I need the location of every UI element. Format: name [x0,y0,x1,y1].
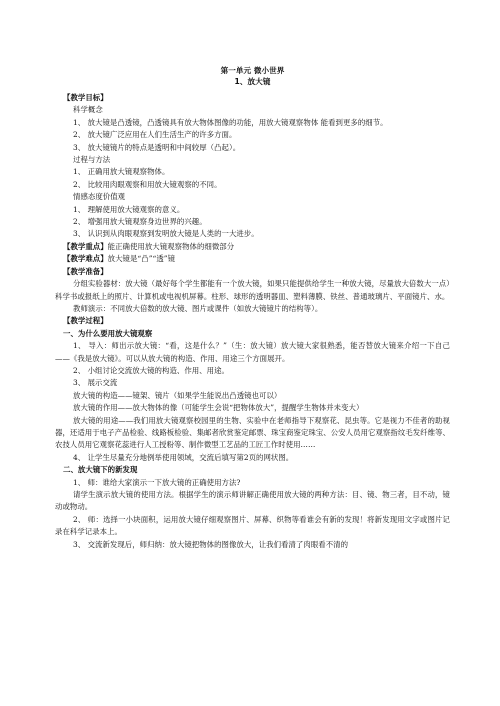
key-point-label: 【教学重点】 [63,241,108,251]
section-1-item: 3、 展示交流 [73,378,118,388]
unit-title: 第一单元 微小世界 [220,66,285,75]
key-point-line [63,241,450,253]
attitude-item: 2、 增强用放大镜观察身边世界的兴趣。 [73,217,207,227]
section-2-item: 3、 交流新发现后，师归纳：放大镜把物体的图像放大，让我们看清了肉眼看不清的 [73,539,349,549]
section-1-item: 4、 让学生尽量充分地例举使用领域，交流后填写第2页的网状图。 [73,452,294,462]
process-item: 2、 比较用肉眼观察和用放大镜观察的不同。 [73,179,222,189]
concept-item: 2、 放大镜广泛应用在人们生活生产的许多方面。 [73,130,237,140]
lens-structure: 放大镜的构造——镜架、镜片（如果学生能说出凸透镜也可以） [73,390,282,400]
lesson-title: 1、放大镜 [234,76,271,86]
preparation-heading: 【教学准备】 [63,266,108,276]
section-1-heading: 一、为什么要用放大镜观察 [63,328,153,338]
concept-item: 3、 放大镜镜片的特点是透明和中间较厚（凸起）。 [73,142,241,152]
section-2-heading: 二、放大镜下的新发现 [63,465,138,475]
group-materials: 分组实验器材：放大镜（最好每个学生都能有一个放大镜，如果只能提供给学生一种放大镜，尽量放大倍数大一点）科学书或报纸上的照片、计算机或电视机屏幕。柱形、球形的透明器皿、塑料薄膜、铁丝、普通玻璃片、平面镜片、水。 [55,279,450,301]
teacher-demo: 教师演示：不同放大倍数的放大镜、图片或课件（如放大镜镜片的结构等）。 [73,303,323,313]
section-2-paragraph: 请学生演示放大镜的使用方法。根据学生的演示师讲解正确使用放大镜的两种方法：目、镜、物三者，目不动，镜动或物动。 [55,490,450,512]
document-page [55,66,450,551]
section-2-item: 1、 师：谁给大家演示一下放大镜的正确使用方法? [73,477,241,487]
concept-item: 1、 放大镜是凸透镜，凸透镜具有放大物体图像的功能，用放大镜观察物体 能看到更多的细节。 [73,117,388,127]
difficulty-text: 放大镜是“凸”“透”镜 [107,254,176,264]
section-2-item: 2、 师：选择一小块面积，运用放大镜仔细观察图片、屏幕、织物等看谁会有新的发现！将新发现用文字或图片记录在科学记录本上。 [55,514,450,537]
process-method-label: 过程与方法 [73,155,111,165]
attitude-item: 1、 理解使用放大镜观察的意义。 [73,204,185,214]
lens-usage: 放大镜的用途——我们用放大镜观察校园里的生物、实验中在老师指导下观察花、昆虫等。它是视力不佳者的助视器，还适用于电子产品检验、线路板检验、集邮者欣赏鉴定邮票、珠宝商鉴定珠宝、公安人员用它观察指纹毛发纤维等、农技人员用它观察花蕊进行人工授粉等、制作微型工艺品的工匠工作时使用…… [55,415,450,450]
key-point-text: 能正确使用放大镜观察物体的细微部分 [107,241,235,251]
section-1-item: 1、 导入：师出示放大镜：“看，这是什么？”（生：放大镜）放大镜大家很熟悉，能否替放大镜来介绍一下自己——《我是放大镜》。可以从放大镜的构造、作用、用途三个方面展开。 [55,341,450,363]
attitude-item: 3、 认识到从肉眼观察到发明放大镜是人类的一大进步。 [73,229,259,239]
science-concept-label: 科学概念 [73,105,103,115]
lens-function: 放大镜的作用——放大物体的像（可能学生会说“把物体放大”，提醒学生物体并未变大） [73,403,364,413]
process-item: 1、 正确用放大镜观察物体。 [73,167,170,177]
difficulty-line [63,253,450,265]
process-heading: 【教学过程】 [63,316,108,326]
goals-heading: 【教学目标】 [63,93,108,102]
difficulty-label: 【教学难点】 [63,254,108,264]
section-1-item: 2、 小组讨论交流放大镜的构造、作用、用途。 [73,365,229,375]
attitude-label: 情感态度价值观 [73,192,126,202]
